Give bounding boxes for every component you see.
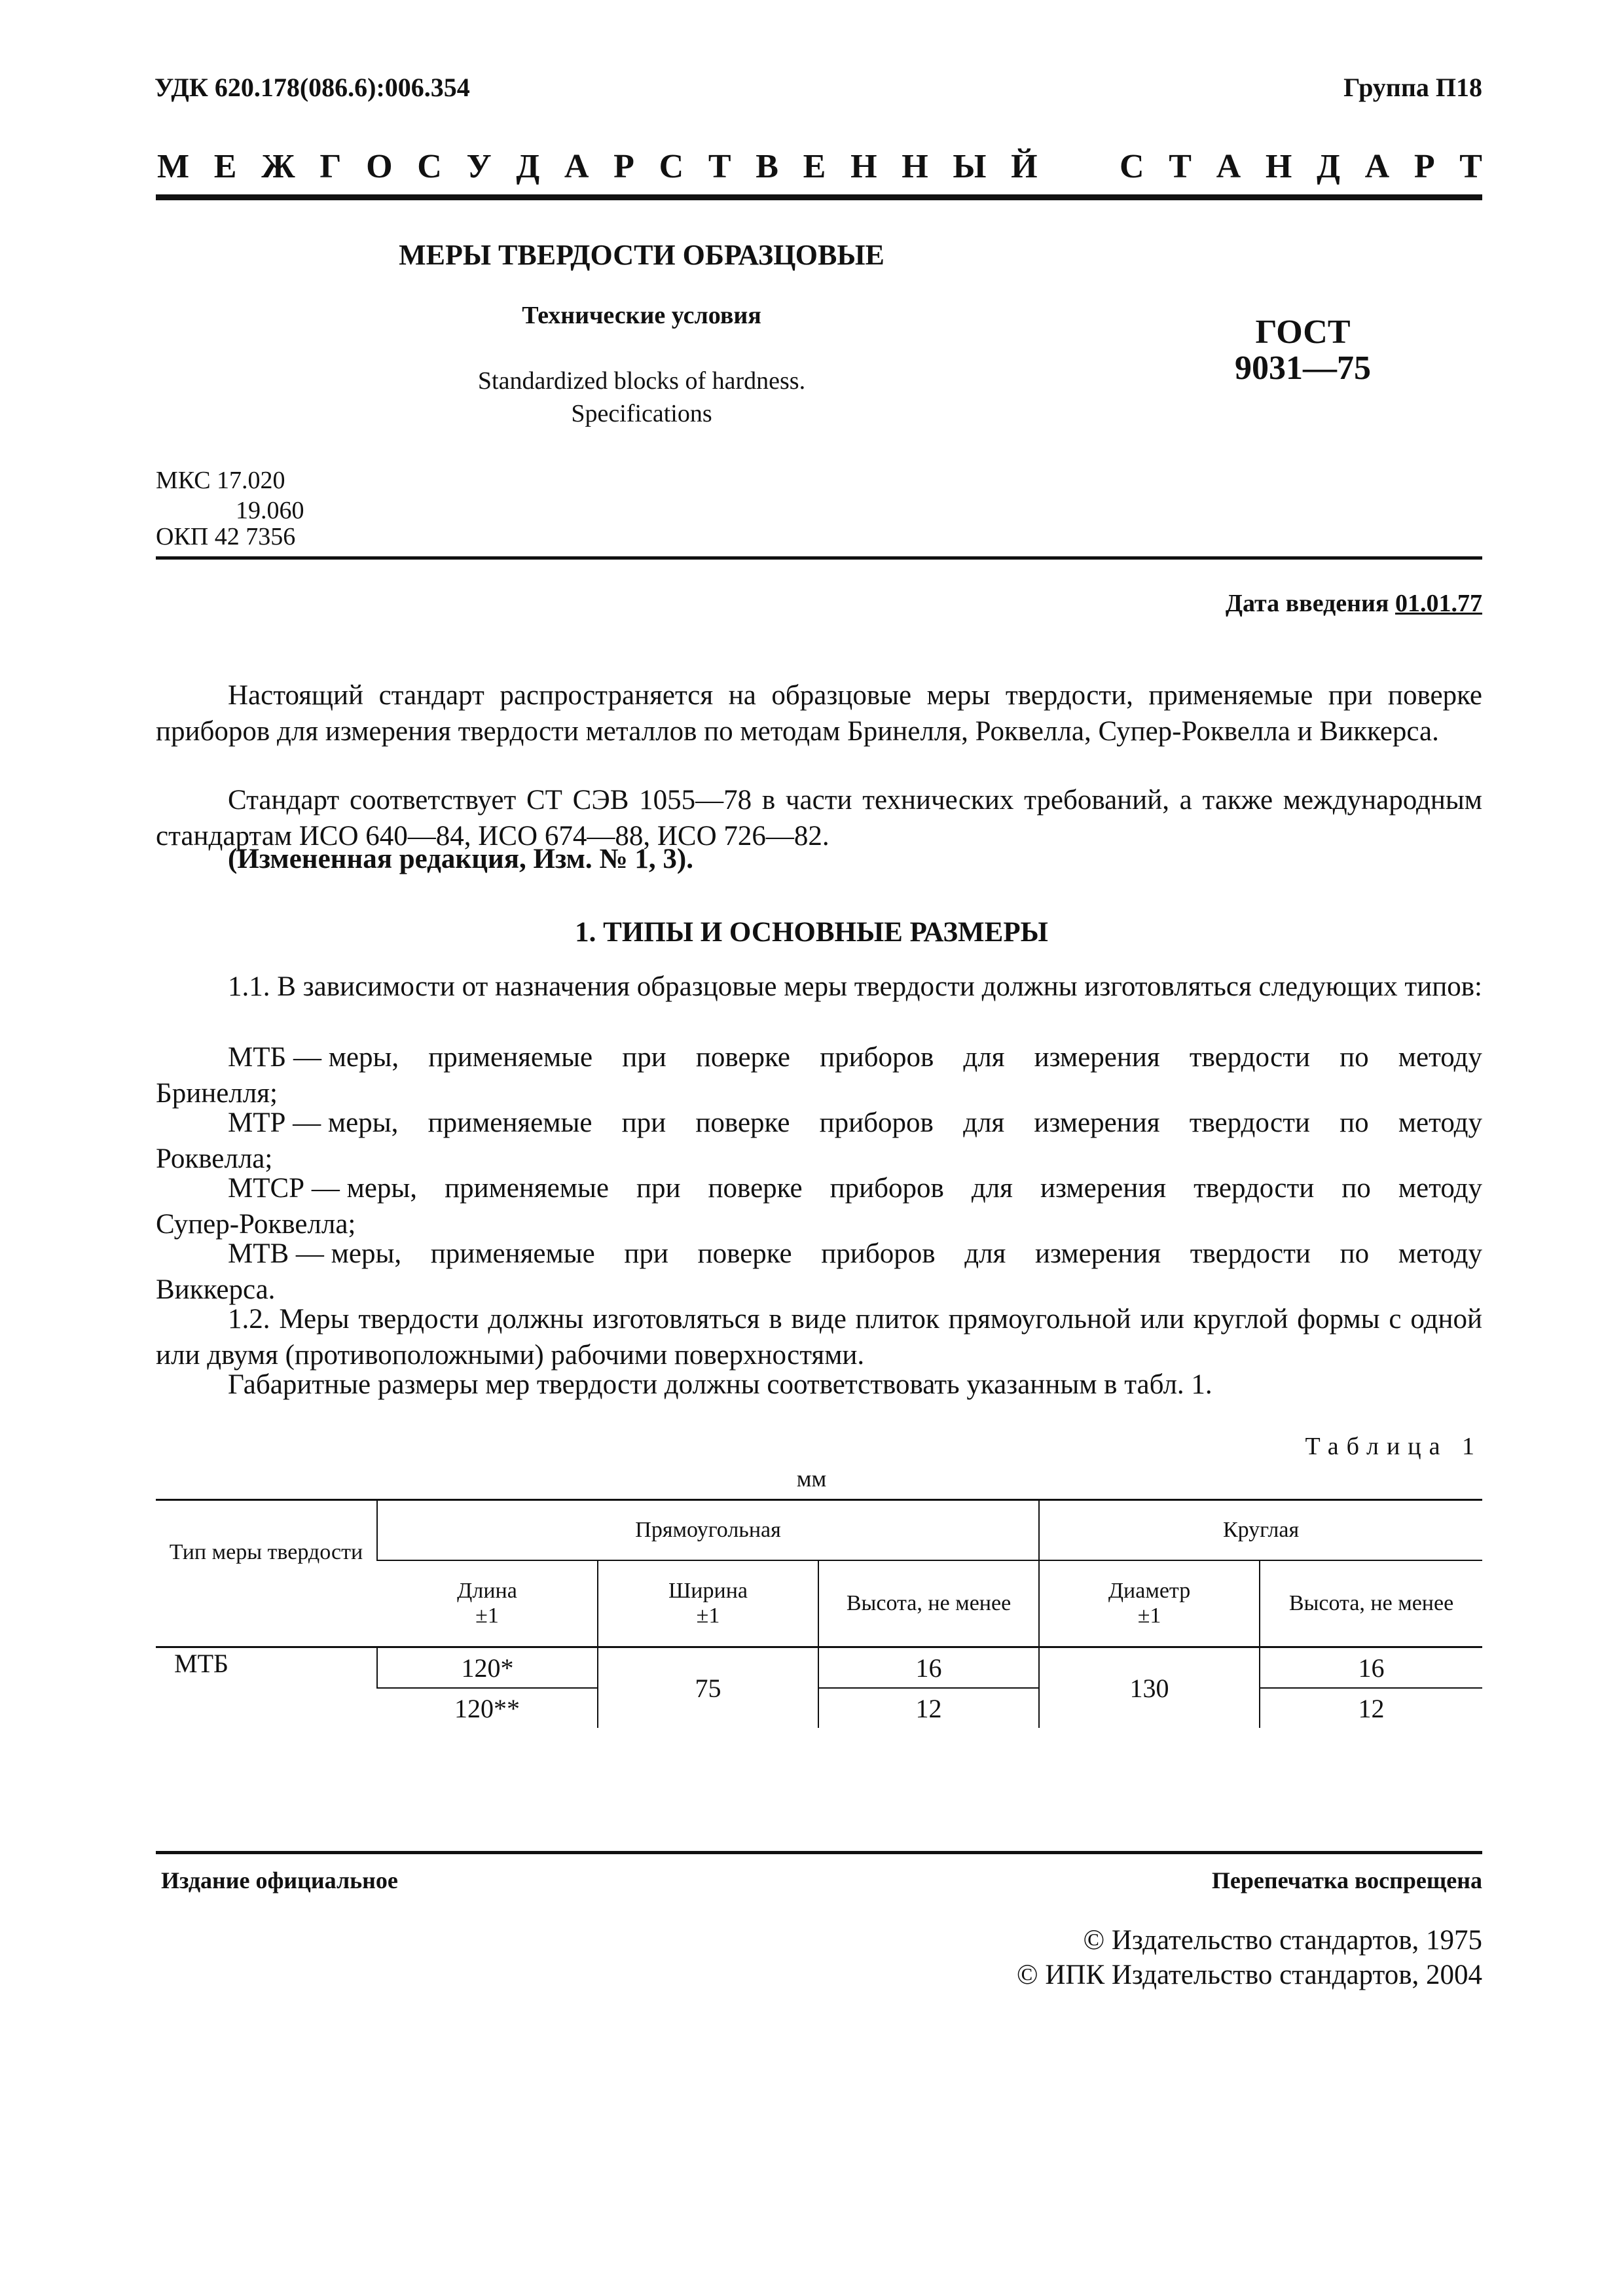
type-item-word: для (963, 1107, 1005, 1138)
type-item-word: по (1340, 1238, 1370, 1269)
clause-1-1: 1.1. В зависимости от назначения образцовые меры твердости должны изготовляться следующих типов: (228, 971, 1482, 1002)
type-item-word: МТВ — меры, (228, 1238, 402, 1269)
type-item-word: применяемые (445, 1173, 609, 1204)
type-item-word: методу (1398, 1042, 1482, 1073)
type-item-mtr (156, 1105, 1482, 1177)
heading-letter: С (659, 148, 684, 185)
type-item-word: для (963, 1042, 1005, 1073)
introduction-date (1226, 589, 1482, 618)
heading-letter: Ж (261, 148, 295, 185)
document-title: МЕРЫ ТВЕРДОСТИ ОБРАЗЦОВЫЕ (399, 239, 884, 271)
type-item-line2: Виккерса. (156, 1274, 276, 1305)
type-item-word: применяемые (430, 1238, 595, 1269)
cell-height-rectangular: 16 (818, 1647, 1039, 1689)
type-item-word: для (964, 1238, 1006, 1269)
gost-number: 9031—75 (1235, 350, 1371, 387)
type-item-word: поверке (695, 1107, 790, 1138)
intro-paragraph-scope: Настоящий стандарт распространяется на образцовые меры твердости, применяемые при поверке приборов для измерения твердости металлов по методам Бринелля, Роквелла, Супер-Роквелла и Виккерса. (156, 680, 1482, 747)
type-item-word: МТБ — меры, (228, 1042, 399, 1073)
heading-letter: С (417, 148, 442, 185)
header-type: Тип меры твердости (156, 1500, 377, 1647)
type-item-word: методу (1398, 1107, 1482, 1138)
header-length-label: Длина (457, 1579, 517, 1603)
type-item-word: при (622, 1042, 666, 1073)
type-item-line2: Бринелля; (156, 1078, 278, 1109)
type-item-word: применяемые (428, 1042, 593, 1073)
type-item-word: поверке (697, 1238, 792, 1269)
type-item-line1 (156, 1236, 1482, 1272)
heading-letter: У (466, 148, 492, 185)
cell-type: МТБ (174, 1649, 228, 1678)
cell-width: 75 (598, 1647, 818, 1729)
header-length (377, 1560, 598, 1647)
cell-length: 120* (377, 1647, 598, 1689)
word-gap (1062, 147, 1095, 186)
type-item-line2: Супер-Роквелла; (156, 1209, 356, 1240)
type-item-word: приборов (821, 1238, 936, 1269)
type-item-mtb (156, 1039, 1482, 1111)
table-1 (156, 1499, 1482, 1728)
type-item-line1 (156, 1170, 1482, 1206)
type-item-word: применяемые (428, 1107, 593, 1138)
heading-letter: Т (1169, 148, 1192, 185)
heading-letter: Р (613, 148, 634, 185)
introduction-date-value: 01.01.77 (1395, 590, 1482, 617)
heading-letter: Д (516, 148, 540, 185)
cell-height-rectangular: 12 (818, 1688, 1039, 1728)
type-item-line1 (156, 1105, 1482, 1141)
header-width-tolerance: ±1 (696, 1604, 720, 1628)
heading-letter: М (157, 148, 190, 185)
header-width-label: Ширина (668, 1579, 748, 1603)
heading-letter: Н (850, 148, 877, 185)
table-row (156, 1647, 1482, 1689)
type-item-word: приборов (819, 1107, 934, 1138)
type-item-word: твердости (1190, 1238, 1311, 1269)
mks-code-line2: 19.060 (236, 497, 304, 524)
codes-rule (156, 556, 1482, 560)
intro-amendment-note: (Измененная редакция, Изм. № 1, 3). (228, 844, 693, 874)
type-item-word: методу (1398, 1173, 1482, 1204)
standard-type-heading (157, 147, 1482, 186)
heading-letter: В (756, 148, 778, 185)
heading-letter: А (1364, 148, 1390, 185)
type-item-word: измерения (1034, 1238, 1161, 1269)
header-group-round: Круглая (1039, 1500, 1482, 1561)
introduction-date-label: Дата введения (1225, 590, 1389, 617)
table-1-unit: мм (796, 1465, 827, 1492)
clause-1-2: 1.2. Меры твердости должны изготовляться в виде плиток прямоугольной или круглой формы с одной или двумя (противоположными) рабочими поверхностями. (156, 1304, 1482, 1371)
section-1-title: 1. ТИПЫ И ОСНОВНЫЕ РАЗМЕРЫ (575, 917, 1048, 948)
header-width (598, 1560, 818, 1647)
heading-letter: А (1216, 148, 1241, 185)
heading-letter: Т (1459, 148, 1482, 185)
heading-letter: Р (1413, 148, 1435, 185)
type-item-word: по (1340, 1107, 1369, 1138)
type-item-word: твердости (1189, 1042, 1311, 1073)
document-subtitle: Технические условия (522, 302, 761, 329)
heading-letter: Н (902, 148, 928, 185)
heading-letter: С (1120, 148, 1144, 185)
type-item-word: по (1341, 1173, 1371, 1204)
header-diameter-tolerance: ±1 (1137, 1604, 1161, 1628)
type-item-mtv (156, 1236, 1482, 1308)
type-item-word: при (636, 1173, 681, 1204)
header-height-rectangular: Высота, не менее (818, 1560, 1039, 1647)
okp-code: ОКП 42 7356 (156, 523, 296, 550)
table-1-caption: Таблица 1 (1305, 1433, 1482, 1460)
type-item-word: МТСР — меры, (228, 1173, 418, 1204)
gost-label: ГОСТ (1255, 314, 1351, 351)
type-item-word: поверке (708, 1173, 803, 1204)
type-item-word: при (624, 1238, 668, 1269)
heading-letter: О (366, 148, 393, 185)
copyright-2004: © ИПК Издательство стандартов, 2004 (1016, 1960, 1482, 1990)
udk-code: УДК 620.178(086.6):006.354 (155, 73, 470, 102)
type-item-word: измерения (1034, 1107, 1160, 1138)
type-item-word: по (1340, 1042, 1369, 1073)
header-group-rectangular: Прямоугольная (377, 1500, 1039, 1561)
heading-letter: А (564, 148, 589, 185)
heading-letter: Ы (953, 148, 987, 185)
cell-diameter: 130 (1039, 1647, 1260, 1729)
type-item-word: измерения (1034, 1042, 1160, 1073)
type-item-word: измерения (1040, 1173, 1167, 1204)
type-item-word: поверке (695, 1042, 790, 1073)
edition-note: Издание официальное (161, 1867, 398, 1893)
copyright-1975: © Издательство стандартов, 1975 (1083, 1925, 1482, 1956)
type-item-line1 (156, 1039, 1482, 1075)
group-code: Группа П18 (1343, 73, 1482, 102)
type-item-word: методу (1398, 1238, 1482, 1269)
intro-paragraph-conformity: Стандарт соответствует СТ СЭВ 1055—78 в части технических требований, а также международным стандартам ИСО 640—84, ИСО 674—88, ИСО 726—82. (156, 785, 1482, 852)
header-height-round: Высота, не менее (1260, 1560, 1482, 1647)
header-diameter-label: Диаметр (1108, 1579, 1191, 1603)
type-item-word: приборов (820, 1042, 934, 1073)
cell-length: 120** (454, 1693, 520, 1723)
heading-letter: Н (1265, 148, 1292, 185)
cell-height-round: 16 (1260, 1647, 1482, 1689)
type-item-mtsr (156, 1170, 1482, 1242)
type-item-line2: Роквелла; (156, 1143, 273, 1174)
footer-rule (156, 1851, 1482, 1854)
type-item-word: твердости (1194, 1173, 1315, 1204)
english-title-line2: Specifications (571, 400, 712, 427)
header-rule (156, 194, 1482, 200)
heading-letter: Е (803, 148, 826, 185)
reprint-note: Перепечатка воспрещена (1211, 1867, 1482, 1893)
type-item-word: при (621, 1107, 666, 1138)
clause-1-2-dimensions: Габаритные размеры мер твердости должны соответствовать указанным в табл. 1. (228, 1369, 1213, 1400)
heading-letter: Й (1011, 148, 1038, 185)
heading-letter: Е (213, 148, 237, 185)
type-item-word: приборов (830, 1173, 944, 1204)
header-diameter (1039, 1560, 1260, 1647)
type-item-word: для (971, 1173, 1013, 1204)
type-item-word: твердости (1189, 1107, 1310, 1138)
cell-height-round: 12 (1260, 1688, 1482, 1728)
english-title-line1: Standardized blocks of hardness. (477, 367, 806, 395)
header-length-tolerance: ±1 (475, 1604, 499, 1628)
mks-code-line1: МКС 17.020 (156, 467, 285, 494)
heading-letter: Т (708, 148, 731, 185)
type-item-word: МТР — меры, (228, 1107, 399, 1138)
heading-letter: Г (319, 148, 342, 185)
heading-letter: Д (1317, 148, 1340, 185)
